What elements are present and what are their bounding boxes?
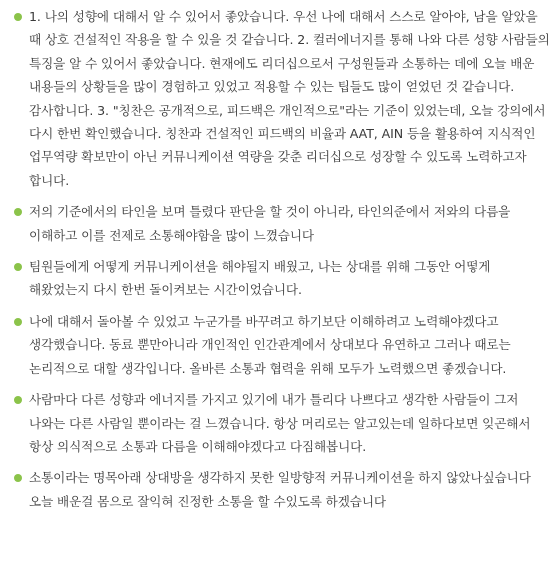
list-item-text: 팀원들에게 어떻게 커뮤니케이션을 해야될지 배웠고, 나는 상대를 위해 그동안 어떻게 해왔었는지 다시 한번 돌이켜보는 시간이었습니다. bbox=[29, 259, 491, 298]
list-item bbox=[14, 388, 553, 458]
list-item-text: 나에 대해서 돌아볼 수 있었고 누군가를 바꾸려고 하기보단 이해하려고 노력해야겠다고 생각했습니다. 동료 뿐만아니라 개인적인 인간관계에서 상대보다 유연하고 그러나 때로는 논리적으로 대할 생각입니다. 올바른 소통과 협력을 위해 모두가 노력했으면 좋겠습니다. bbox=[29, 313, 511, 376]
list-item bbox=[14, 5, 553, 192]
list-item bbox=[14, 310, 553, 380]
list-item-text: 저의 기준에서의 타인을 보며 틀렸다 판단을 할 것이 아니라, 타인의준에서 저와의 다름을 이해하고 이를 전제로 소통해야함을 많이 느꼈습니다 bbox=[29, 204, 511, 243]
bullet-dot-icon bbox=[14, 474, 22, 482]
list-item bbox=[14, 200, 553, 247]
list-item bbox=[14, 466, 553, 513]
list-item-text: 1. 나의 성향에 대해서 알 수 있어서 좋았습니다. 우선 나에 대해서 스스로 알아야, 남을 알았을 때 상호 건설적인 작용을 할 수 있을 것 같습니다. 2. 컬러에너지를 통해 나와 다른 성향 사람들의 특징을 알 수 있어서 좋았습니다. 현재에도 리더십으로서 구성원들과 소통하는 데에 오늘 배운 내용들의 상황들을 많이 경험하고 있었고 적용할 수 있는 팁들도 많이 얻었던 것 같습니다. 감사합니다. 3. "칭찬은 공개적으로, 피드백은 개인적으로"라는 기준이 있었는데, 오늘 강의에서 다시 한번 확인했습니다. 칭찬과 건설적인 피드백의 비율과 AAT, AIN 등을 활용하여 지식적인 업무역량 확보만이 아닌 커뮤니케이션 역량을 갖춘 리더십으로 성장할 수 있도록 노력하고자 합니다. bbox=[29, 9, 550, 188]
list-item-text: 소통이라는 명목아래 상대방을 생각하지 못한 일방향적 커뮤니케이션을 하지 않았나싶습니다 오늘 배운걸 몸으로 잘익혀 진정한 소통을 할 수있도록 하겠습니다 bbox=[29, 470, 531, 509]
list-item bbox=[14, 255, 553, 302]
list-item-text: 사람마다 다른 성향과 에너지를 가지고 있기에 내가 틀리다 나쁘다고 생각한 사람들이 그저 나와는 다른 사람일 뿐이라는 걸 느꼈습니다. 항상 머리로는 알고있는데 일하다보면 잊곤해서 항상 의식적으로 소통과 다름을 이해해야겠다고 다짐해봅니다. bbox=[29, 392, 531, 454]
bullet-dot-icon bbox=[14, 318, 22, 326]
bullet-dot-icon bbox=[14, 263, 22, 271]
bullet-dot-icon bbox=[14, 396, 22, 404]
bullet-dot-icon bbox=[14, 208, 22, 216]
bullet-dot-icon bbox=[14, 13, 22, 21]
